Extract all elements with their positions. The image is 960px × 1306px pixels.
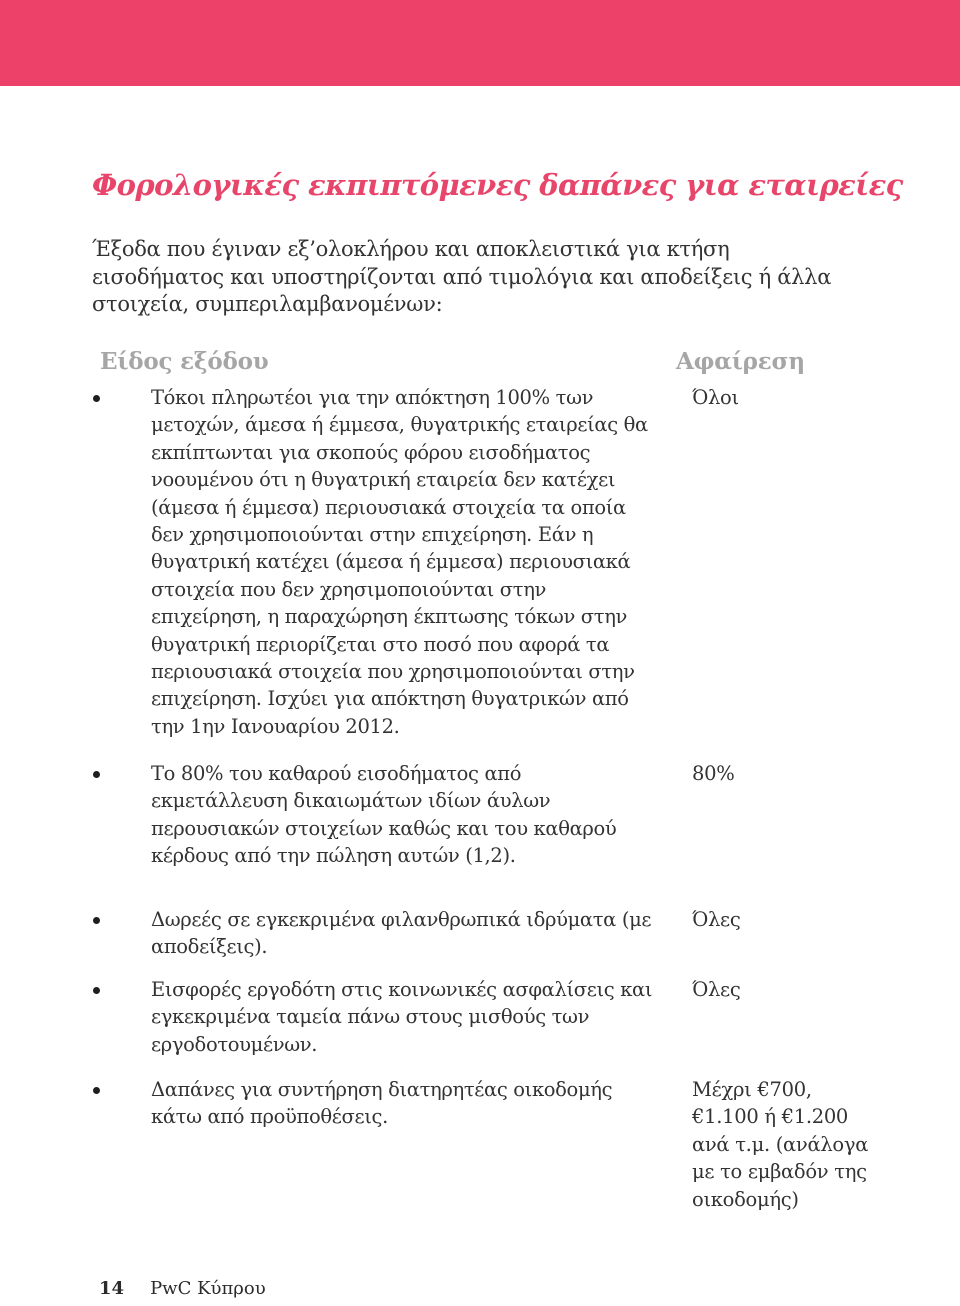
expense-description: Εισφορές εργοδότη στις κοινωνικές ασφαλίσεις και εγκεκριμένα ταμεία πάνω στους μισθούς των εργοδοτουμένων. xyxy=(151,978,653,1056)
column-header-expense-type: Είδος εξόδου xyxy=(100,348,269,375)
bullet-icon xyxy=(93,1087,100,1094)
deduction-value: Όλες xyxy=(692,908,741,931)
page-footer xyxy=(99,1278,266,1299)
page-title: Φορολογικές εκπιπτόμενες δαπάνες για εταιρείες xyxy=(92,168,903,202)
bullet-icon xyxy=(93,395,100,402)
column-header-deduction: Αφαίρεση xyxy=(676,348,805,375)
deduction-value: Όλοι xyxy=(692,386,739,409)
deduction-value: Όλες xyxy=(692,978,741,1001)
deduction-value: Μέχρι €700, €1.100 ή €1.200 ανά τ.μ. (ανάλογα με το εμβαδόν της οικοδομής) xyxy=(692,1078,869,1211)
publisher-name: PwC Κύπρου xyxy=(150,1278,266,1299)
deduction-value: 80% xyxy=(692,762,735,785)
expense-description: Τόκοι πληρωτέοι για την απόκτηση 100% των μετοχών, άμεσα ή έμμεσα, θυγατρικής εταιρείας θα εκπίπτωνται για σκοπούς φόρου εισοδήματος νοουμένου ότι η θυγατρική εταιρεία δεν κατέχει (άμεσα ή έμμεσα) περιουσιακά στοιχεία τα οποία δεν χρησιμοποιούνται στην επιχείρηση. Εάν η θυγατρική κατέχει (άμεσα ή έμμεσα) περιουσιακά στοιχεία που δεν χρησιμοποιούνται στην επιχείρηση, η παραχώρηση έκπτωσης τόκων στην θυγατρική περιορίζεται στο ποσό που αφορά τα περιουσιακά στοιχεία που χρησιμοποιούνται στην επιχείρηση. Ισχύει για απόκτηση θυγατρικών από την 1ην Ιανουαρίου 2012. xyxy=(151,386,648,738)
page-number: 14 xyxy=(99,1278,125,1299)
bullet-icon xyxy=(93,771,100,778)
bullet-icon xyxy=(93,987,100,994)
intro-paragraph: Έξοδα που έγιναν εξ’ολοκλήρου και αποκλειστικά για κτήση εισοδήματος και υποστηρίζονται από τιμολόγια και αποδείξεις ή άλλα στοιχεία, συμπεριλαμβανομένων: xyxy=(92,237,832,316)
expense-description: Δαπάνες για συντήρηση διατηρητέας οικοδομής κάτω από προϋποθέσεις. xyxy=(151,1078,613,1129)
top-color-band xyxy=(0,0,960,86)
expense-description: Το 80% του καθαρού εισοδήματος από εκμετάλλευση δικαιωμάτων ιδίων άυλων περουσιακών στοιχείων καθώς και του καθαρού κέρδους από την πώληση αυτών (1,2). xyxy=(151,762,617,868)
bullet-icon xyxy=(93,917,100,924)
expense-description: Δωρεές σε εγκεκριμένα φιλανθρωπικά ιδρύματα (με αποδείξεις). xyxy=(151,908,652,959)
